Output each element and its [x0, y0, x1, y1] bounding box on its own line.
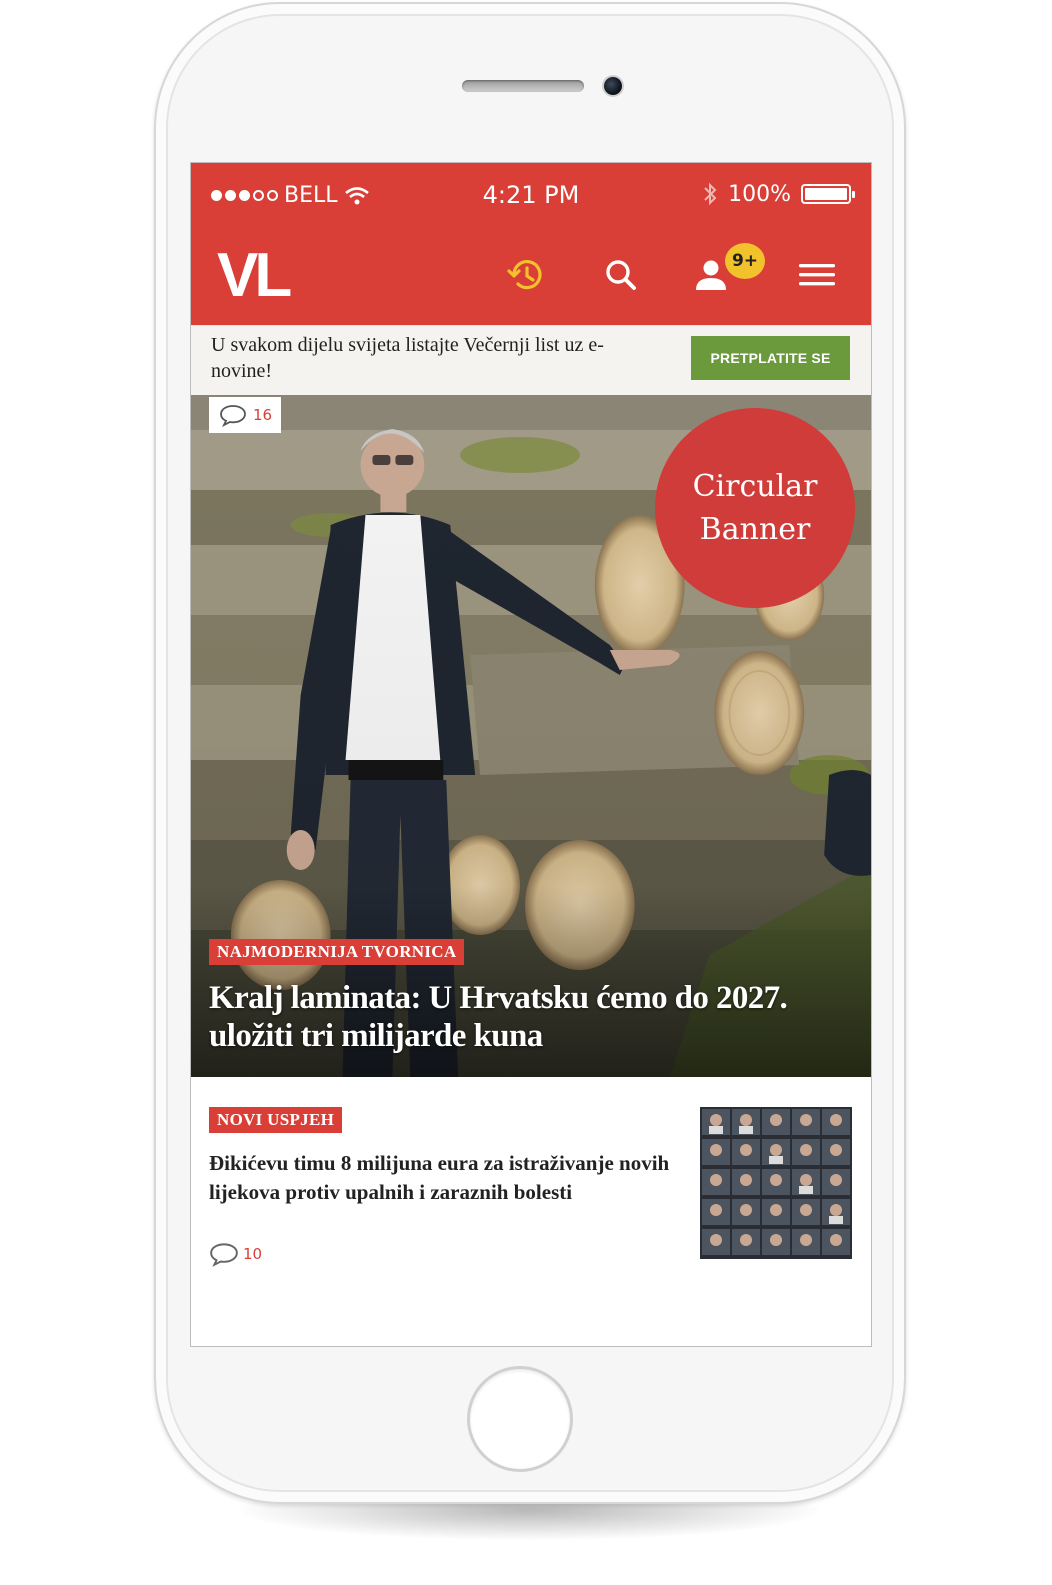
banner-line-2: Banner	[699, 512, 811, 547]
subscription-promo	[191, 325, 871, 396]
history-icon[interactable]	[505, 253, 549, 297]
battery-icon	[801, 184, 851, 204]
banner-line-1: Circular	[692, 469, 818, 504]
vl-logo[interactable]: VL	[217, 241, 289, 310]
article-card[interactable]	[191, 1077, 871, 1297]
article-kicker: NOVI USPJEH	[209, 1107, 342, 1133]
notification-badge: 9+	[725, 243, 765, 279]
carrier-name: BELL	[284, 183, 338, 208]
phone-speaker	[462, 80, 584, 92]
status-time: 4:21 PM	[482, 181, 580, 209]
status-bar	[191, 163, 871, 229]
hero-headline[interactable]: Kralj laminata: U Hrvatsku ćemo do 2027. uložiti tri milijarde kuna	[209, 980, 788, 1054]
comment-icon	[209, 1241, 239, 1267]
article-thumbnail[interactable]	[700, 1107, 852, 1259]
phone-screen	[190, 162, 872, 1347]
hero-article[interactable]	[191, 395, 871, 1077]
home-button[interactable]	[467, 1366, 573, 1472]
front-camera	[604, 77, 622, 95]
subscribe-button[interactable]: PRETPLATITE SE	[691, 336, 850, 380]
search-icon[interactable]	[599, 253, 643, 297]
hero-kicker: NAJMODERNIJA TVORNICA	[209, 939, 464, 965]
promo-text: U svakom dijelu svijeta listajte Večernji list uz e-novine!	[211, 334, 604, 382]
hero-comment-count[interactable]	[209, 397, 281, 433]
comment-count: 16	[253, 406, 273, 424]
menu-icon[interactable]	[795, 253, 839, 297]
circular-banner[interactable]	[655, 408, 855, 608]
article-comment-count[interactable]	[209, 1241, 262, 1267]
app-header	[191, 163, 871, 325]
battery-percentage: 100%	[728, 181, 791, 207]
comment-icon	[219, 403, 247, 427]
bluetooth-icon	[702, 181, 718, 207]
comment-count: 10	[243, 1245, 263, 1263]
article-headline[interactable]: Đikićevu timu 8 milijuna eura za istraživanje novih lijekova protiv upalnih i zaraznih bolesti	[209, 1151, 670, 1204]
